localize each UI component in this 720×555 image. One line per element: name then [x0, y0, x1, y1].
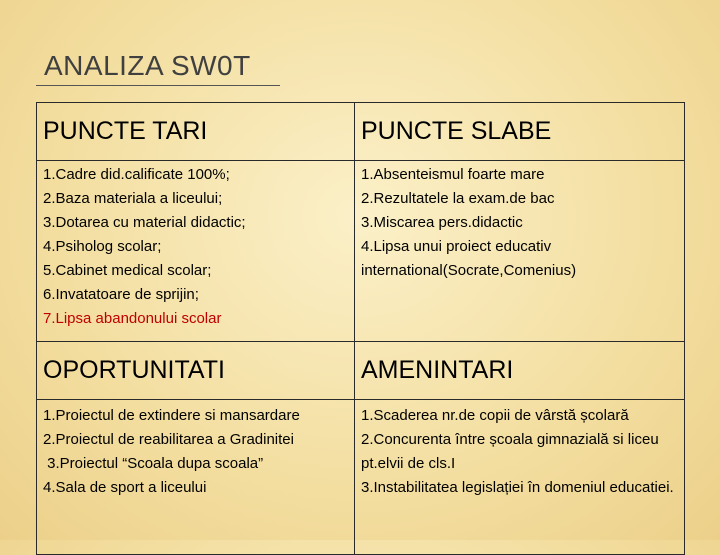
- strength-item: 3.Dotarea cu material didactic;: [43, 214, 246, 231]
- header-row-bottom: [37, 342, 685, 400]
- body-row-bottom: [37, 400, 685, 555]
- opportunity-item: 2.Proiectul de reabilitarea a Gradinitei: [43, 431, 294, 448]
- threat-item: 2.Concurenta între școala gimnazială si liceu pt.elvii de cls.I: [361, 431, 659, 472]
- strength-item: 4.Psiholog scolar;: [43, 238, 162, 255]
- strength-item: 2.Baza materiala a liceului;: [43, 190, 223, 207]
- slide-title: ANALIZA SW0T: [44, 50, 251, 81]
- weakness-item: 2.Rezultatele la exam.de bac: [361, 190, 555, 207]
- threats-header: AMENINTARI: [355, 342, 685, 400]
- threat-item: 3.Instabilitatea legislației în domeniul educatiei.: [361, 479, 674, 496]
- weaknesses-cell: [355, 161, 685, 342]
- body-row-top: [37, 161, 685, 342]
- threats-cell: [355, 400, 685, 555]
- opportunity-item: 4.Sala de sport a liceului: [43, 479, 207, 496]
- threat-item: 1.Scaderea nr.de copii de vârstă școlară: [361, 407, 629, 424]
- strength-item-highlighted: 7.Lipsa abandonului scolar: [43, 310, 222, 327]
- weakness-item: 1.Absenteismul foarte mare: [361, 166, 545, 183]
- strength-item: 5.Cabinet medical scolar;: [43, 262, 212, 279]
- opportunity-item: 3.Proiectul “Scoala dupa scoala”: [43, 455, 264, 472]
- opportunity-item: 1.Proiectul de extindere si mansardare: [43, 407, 300, 424]
- strengths-header: PUNCTE TARI: [37, 103, 355, 161]
- title-underline: [36, 85, 280, 86]
- weakness-item: 4.Lipsa unui proiect educativ international(Socrate,Comenius): [361, 238, 577, 279]
- opportunities-header: OPORTUNITATI: [37, 342, 355, 400]
- opportunities-cell: [37, 400, 355, 555]
- weaknesses-header: PUNCTE SLABE: [355, 103, 685, 161]
- strength-item: 6.Invatatoare de sprijin;: [43, 286, 199, 303]
- strengths-cell: [37, 161, 355, 342]
- strength-item: 1.Cadre did.calificate 100%;: [43, 166, 230, 183]
- header-row-top: [37, 103, 685, 161]
- weakness-item: 3.Miscarea pers.didactic: [361, 214, 523, 231]
- swot-table: [36, 102, 685, 555]
